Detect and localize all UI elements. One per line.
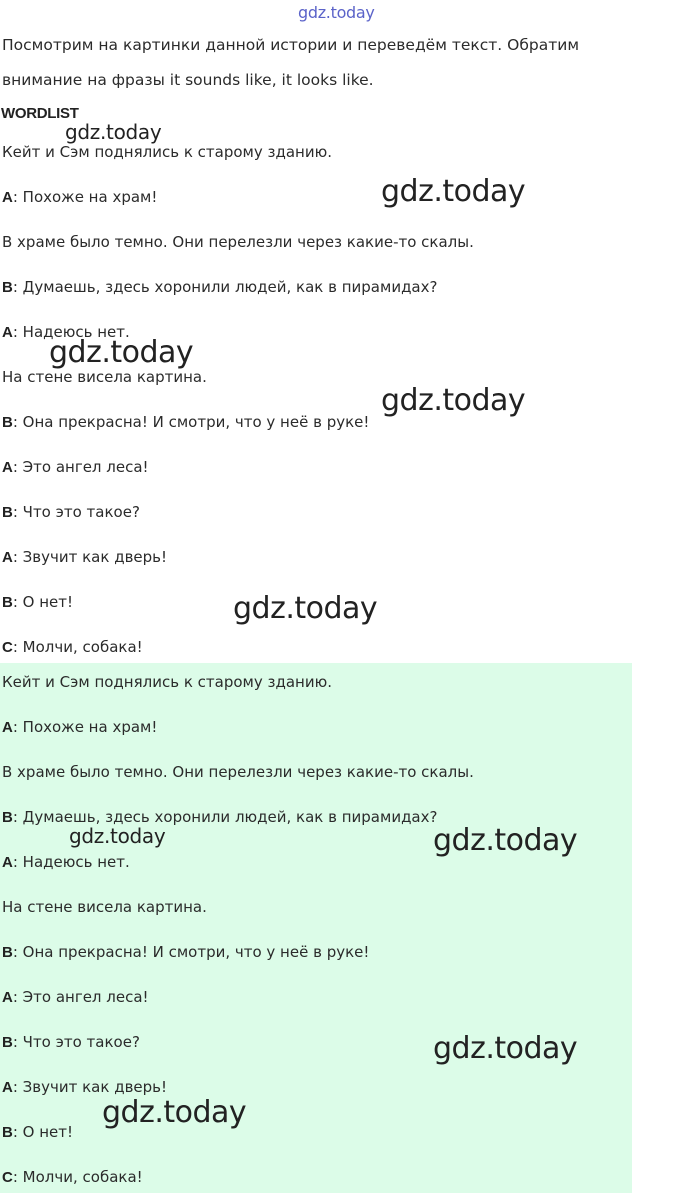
watermark: gdz.today (65, 120, 162, 144)
line-text: На стене висела картина. (2, 898, 207, 916)
wordlist-heading: WORDLIST (1, 105, 79, 122)
watermark: gdz.today (102, 1095, 247, 1130)
answer-line (2, 943, 369, 961)
answer-line (2, 988, 149, 1006)
line-text: Кейт и Сэм поднялись к старому зданию. (2, 143, 332, 161)
line-text: : Молчи, собака! (12, 638, 143, 656)
watermark: gdz.today (381, 174, 526, 209)
speaker-label: B (2, 1034, 13, 1051)
line-text: : Надеюсь нет. (12, 323, 130, 341)
watermark: gdz.today (49, 335, 194, 370)
speaker-label: A (2, 989, 13, 1006)
answer-line (2, 898, 207, 916)
line-text: Кейт и Сэм поднялись к старому зданию. (2, 673, 332, 691)
speaker-label: A (2, 719, 13, 736)
speaker-label: C (2, 639, 13, 656)
story-line (2, 233, 474, 251)
story-line (2, 458, 149, 476)
watermark: gdz.today (381, 383, 526, 418)
line-text: : Похоже на храм! (12, 188, 158, 206)
line-text: : Молчи, собака! (12, 1168, 143, 1186)
watermark: gdz.today (69, 824, 166, 848)
line-text: : Что это такое? (12, 1033, 140, 1051)
answer-line (2, 808, 437, 826)
line-text: : О нет! (12, 1123, 74, 1141)
answer-line (2, 1123, 73, 1141)
site-logo[interactable]: gdz.today (298, 3, 375, 22)
answer-line (2, 1168, 143, 1186)
line-text: На стене висела картина. (2, 368, 207, 386)
speaker-label: A (2, 324, 13, 341)
speaker-label: B (2, 504, 13, 521)
speaker-label: B (2, 594, 13, 611)
line-text: В храме было темно. Они перелезли через какие-то скалы. (2, 233, 474, 251)
line-text: : Она прекрасна! И смотри, что у неё в руке! (12, 943, 370, 961)
line-text: В храме было темно. Они перелезли через какие-то скалы. (2, 763, 474, 781)
line-text: : Думаешь, здесь хоронили людей, как в пирамидах? (12, 278, 438, 296)
story-line (2, 413, 369, 431)
speaker-label: B (2, 279, 13, 296)
story-line (2, 593, 73, 611)
story-line (2, 368, 207, 386)
speaker-label: A (2, 854, 13, 871)
speaker-label: B (2, 1124, 13, 1141)
line-text: : О нет! (12, 593, 74, 611)
story-section (0, 138, 632, 663)
speaker-label: A (2, 1079, 13, 1096)
speaker-label: A (2, 459, 13, 476)
line-text: : Звучит как дверь! (12, 1078, 168, 1096)
line-text: : Это ангел леса! (12, 988, 149, 1006)
story-line (2, 188, 157, 206)
story-line (2, 143, 332, 161)
line-text: : Что это такое? (12, 503, 140, 521)
story-line (2, 278, 437, 296)
speaker-label: A (2, 189, 13, 206)
watermark: gdz.today (233, 591, 378, 626)
line-text: : Похоже на храм! (12, 718, 158, 736)
line-text: : Надеюсь нет. (12, 853, 130, 871)
story-line (2, 548, 167, 566)
answer-line (2, 718, 157, 736)
speaker-label: B (2, 414, 13, 431)
answer-line (2, 673, 332, 691)
line-text: : Это ангел леса! (12, 458, 149, 476)
story-line (2, 638, 143, 656)
intro-paragraph: Посмотрим на картинки данной истории и переведём текст. Обратим внимание на фразы it sounds like, it looks like. (2, 36, 580, 89)
answer-section (0, 663, 632, 1193)
line-text: : Она прекрасна! И смотри, что у неё в руке! (12, 413, 370, 431)
speaker-label: C (2, 1169, 13, 1186)
answer-line (2, 1033, 140, 1051)
line-text: : Думаешь, здесь хоронили людей, как в пирамидах? (12, 808, 438, 826)
speaker-label: A (2, 549, 13, 566)
speaker-label: B (2, 944, 13, 961)
speaker-label: B (2, 809, 13, 826)
answer-line (2, 853, 130, 871)
answer-line (2, 1078, 167, 1096)
story-line (2, 503, 140, 521)
watermark: gdz.today (433, 823, 578, 858)
line-text: : Звучит как дверь! (12, 548, 168, 566)
answer-line (2, 763, 474, 781)
watermark: gdz.today (433, 1031, 578, 1066)
